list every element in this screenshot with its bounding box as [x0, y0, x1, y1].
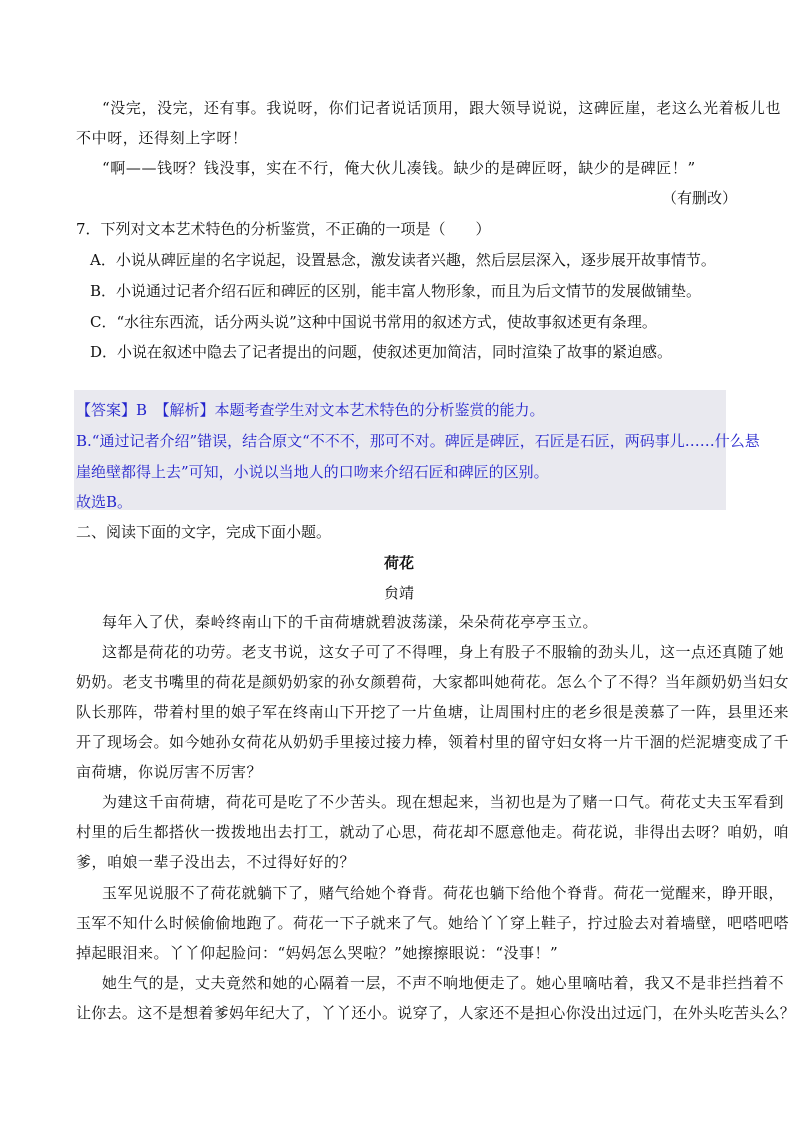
paragraph-line: 不中呀，还得刻上字呀！	[76, 129, 248, 147]
paragraph-line: 每年入了伏，秦岭终南山下的千亩荷塘就碧波荡漾，朵朵荷花亭亭玉立。	[102, 613, 599, 631]
question-stem: 7．下列对文本艺术特色的分析鉴赏，不正确的一项是（ ）	[76, 220, 491, 238]
paragraph-line: 开了现场会。如今她孙女荷花从奶奶手里接过接力棒，领着村里的留守妇女将一片干涸的烂泥塘变成了千	[76, 733, 790, 751]
paragraph-line: 玉军见说服不了荷花就躺下了，赌气给她个脊背。荷花也躺下给他个脊背。荷花一觉醒来，睁开眼，	[102, 884, 785, 902]
source-note: （有删改）	[662, 189, 738, 207]
answer-line: B.“通过记者介绍”错误，结合原文“不不不，那可不对。碑匠是碑匠，石匠是石匠，两码事儿……什么悬	[76, 432, 760, 450]
paragraph-line: 奶奶。老支书嘴里的荷花是颜奶奶家的孙女颜碧荷，大家都叫她荷花。怎么个了不得？当年颜奶奶当妇女	[76, 673, 790, 691]
option-b: B．小说通过记者介绍石匠和碑匠的区别，能丰富人物形象，而且为后文情节的发展做铺垫。	[90, 282, 702, 300]
section-heading: 二、阅读下面的文字，完成下面小题。	[76, 523, 332, 541]
paragraph-line: 这都是荷花的功劳。老支书说，这女子可了不得哩，身上有股子不服输的劲头儿，这一点还真随了她	[102, 643, 785, 661]
paragraph-line: 玉军不知什么时候偷偷地跑了。荷花一下子就来了气。她给丫丫穿上鞋子，拧过脸去对着墙壁，吧嗒吧嗒	[76, 914, 790, 932]
paragraph-line: “啊——钱呀？钱没事，实在不行，俺大伙儿凑钱。缺少的是碑匠呀，缺少的是碑匠！”	[102, 159, 696, 177]
paragraph-line: “没完，没完，还有事。我说呀，你们记者说话顶用，跟大领导说说，这碑匠崖，老这么光着板儿也	[102, 99, 782, 117]
paragraph-line: 亩荷塘，你说厉害不厉害？	[76, 763, 263, 781]
paragraph-line: 为建这千亩荷塘，荷花可是吃了不少苦头。现在想起来，当初也是为了赌一口气。荷花丈夫玉军看到	[102, 793, 785, 811]
story-title: 荷花	[384, 554, 415, 572]
paragraph-line: 爹，咱娘一辈子没出去，不过得好好的？	[76, 853, 356, 871]
option-d: D．小说在叙述中隐去了记者提出的问题，使叙述更加简洁，同时渲染了故事的紧迫感。	[90, 343, 673, 361]
option-a: A．小说从碑匠崖的名字说起，设置悬念，激发读者兴趣，然后层层深入，逐步展开故事情节。	[90, 251, 716, 269]
paragraph-line: 她生气的是，丈夫竟然和她的心隔着一层，不声不响地便走了。她心里嘀咕着，我又不是非拦挡着不	[102, 974, 785, 992]
story-author: 贠靖	[384, 584, 415, 602]
answer-line: 崖绝壁都得上去”可知，小说以当地人的口吻来介绍石匠和碑匠的区别。	[76, 463, 549, 481]
option-c: C．“水往东西流，话分两头说”这种中国说书常用的叙述方式，使故事叙述更有条理。	[90, 313, 657, 331]
paragraph-line: 村里的后生都搭伙一拨拨地出去打工，就动了心思，荷花却不愿意他走。荷花说，非得出去呀？咱奶，咱	[76, 823, 790, 841]
answer-line: 故选B。	[76, 493, 133, 511]
paragraph-line: 让你去。这不是想着爹妈年纪大了，丫丫还小。说穿了，人家还不是担心你没出过远门，在外头吃苦头么？	[76, 1004, 796, 1022]
answer-line: 【答案】B 【解析】本题考查学生对文本艺术特色的分析鉴赏的能力。	[76, 401, 545, 419]
paragraph-line: 掉起眼泪来。丫丫仰起脸问：“妈妈怎么哭啦？”她擦擦眼说：“没事！”	[76, 944, 559, 962]
paragraph-line: 队长那阵，带着村里的娘子军在终南山下开挖了一片鱼塘，让周围村庄的老乡很是羡慕了一阵，县里还来	[76, 703, 790, 721]
